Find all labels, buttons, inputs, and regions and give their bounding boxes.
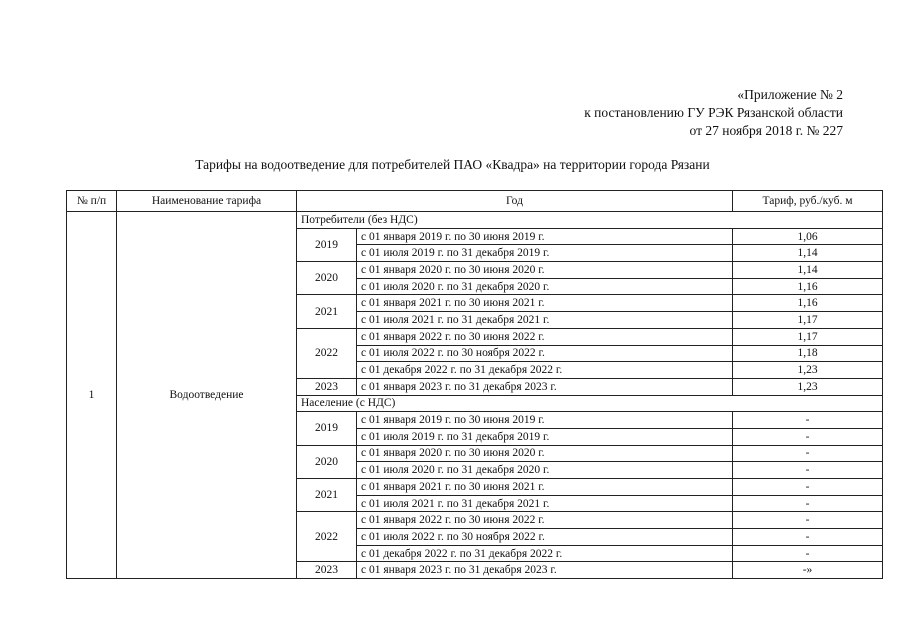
period-cell: с 01 января 2020 г. по 30 июня 2020 г.: [357, 445, 733, 462]
column-header-tariff: Тариф, руб./куб. м: [733, 191, 883, 212]
appendix-date: от 27 ноября 2018 г. № 227: [689, 123, 843, 138]
appendix-title: «Приложение № 2: [737, 87, 843, 102]
document-title: Тарифы на водоотведение для потребителей ПАО «Квадра» на территории города Рязани: [195, 157, 710, 172]
tariff-value: -: [733, 529, 883, 546]
tariff-value: -: [733, 512, 883, 529]
period-cell: с 01 июля 2019 г. по 31 декабря 2019 г.: [357, 245, 733, 262]
year-cell: 2019: [297, 228, 357, 261]
period-cell: с 01 января 2020 г. по 30 июня 2020 г.: [357, 262, 733, 279]
column-header-name: Наименование тарифа: [117, 191, 297, 212]
tariff-value: -: [733, 545, 883, 562]
year-cell: 2022: [297, 512, 357, 562]
tariff-value: -: [733, 479, 883, 496]
period-cell: с 01 января 2023 г. по 31 декабря 2023 г.: [357, 378, 733, 395]
tariff-value: 1,23: [733, 362, 883, 379]
appendix-header: [584, 86, 843, 140]
tariff-value: -: [733, 428, 883, 445]
period-cell: с 01 июля 2022 г. по 30 ноября 2022 г.: [357, 345, 733, 362]
period-cell: с 01 января 2019 г. по 30 июня 2019 г.: [357, 412, 733, 429]
table-body: [67, 212, 883, 579]
table-row: [67, 212, 883, 229]
tariff-value: 1,17: [733, 312, 883, 329]
year-cell: 2022: [297, 328, 357, 378]
period-cell: с 01 января 2022 г. по 30 июня 2022 г.: [357, 512, 733, 529]
period-cell: с 01 июля 2020 г. по 31 декабря 2020 г.: [357, 462, 733, 479]
period-cell: с 01 января 2019 г. по 30 июня 2019 г.: [357, 228, 733, 245]
column-header-year: Год: [297, 191, 733, 212]
tariff-value: 1,17: [733, 328, 883, 345]
tariff-value: -: [733, 445, 883, 462]
period-cell: с 01 января 2021 г. по 30 июня 2021 г.: [357, 479, 733, 496]
period-cell: с 01 декабря 2022 г. по 31 декабря 2022 г.: [357, 545, 733, 562]
year-cell: 2021: [297, 479, 357, 512]
year-cell: 2021: [297, 295, 357, 328]
table-header-row: [67, 191, 883, 212]
tariff-value: -: [733, 412, 883, 429]
tariff-value: 1,23: [733, 378, 883, 395]
year-cell: 2019: [297, 412, 357, 445]
period-cell: с 01 декабря 2022 г. по 31 декабря 2022 г.: [357, 362, 733, 379]
tariff-value: 1,16: [733, 278, 883, 295]
tariff-value: -»: [733, 562, 883, 579]
tariff-table: [66, 190, 883, 579]
period-cell: с 01 июля 2022 г. по 30 ноября 2022 г.: [357, 529, 733, 546]
period-cell: с 01 июля 2019 г. по 31 декабря 2019 г.: [357, 428, 733, 445]
column-header-number: № п/п: [67, 191, 117, 212]
year-cell: 2023: [297, 378, 357, 395]
year-cell: 2020: [297, 445, 357, 478]
period-cell: с 01 января 2023 г. по 31 декабря 2023 г.: [357, 562, 733, 579]
consumer-group-label: Потребители (без НДС): [297, 212, 883, 229]
tariff-name: Водоотведение: [117, 212, 297, 579]
tariff-value: -: [733, 462, 883, 479]
tariff-value: 1,16: [733, 295, 883, 312]
period-cell: с 01 июля 2020 г. по 31 декабря 2020 г.: [357, 278, 733, 295]
period-cell: с 01 января 2021 г. по 30 июня 2021 г.: [357, 295, 733, 312]
tariff-value: 1,14: [733, 245, 883, 262]
tariff-value: 1,06: [733, 228, 883, 245]
period-cell: с 01 июля 2021 г. по 31 декабря 2021 г.: [357, 312, 733, 329]
tariff-value: 1,18: [733, 345, 883, 362]
row-number: 1: [67, 212, 117, 579]
appendix-resolution: к постановлению ГУ РЭК Рязанской области: [584, 105, 843, 120]
period-cell: с 01 января 2022 г. по 30 июня 2022 г.: [357, 328, 733, 345]
year-cell: 2020: [297, 262, 357, 295]
year-cell: 2023: [297, 562, 357, 579]
tariff-value: 1,14: [733, 262, 883, 279]
consumer-group-label: Население (с НДС): [297, 395, 883, 412]
tariff-value: -: [733, 495, 883, 512]
period-cell: с 01 июля 2021 г. по 31 декабря 2021 г.: [357, 495, 733, 512]
